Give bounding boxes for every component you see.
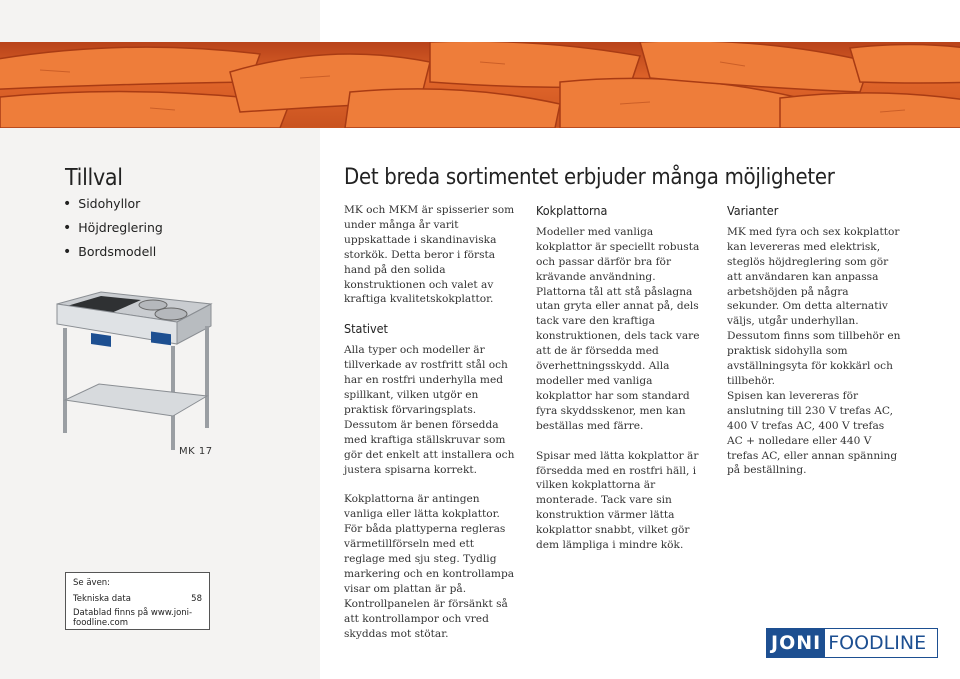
sidohylla-paragraph: Dessutom finns som tillbehör en praktisk sidohylla som avställningsyta för kokkärl och tillbehör.	[727, 330, 901, 387]
intro-paragraph: MK och MKM är spisserier som under många år varit uppskattade i skandinaviska storkök. Detta beror i första hand på den solida konstruktionen och valet av kraftiga kvalitetskokplattor.	[344, 204, 515, 306]
kokplattor-paragraph: Kokplattorna är antingen vanliga eller lätta kokplattor. För båda plattyperna regleras värmetillförseln med ett reglage med sju steg. Tydlig markering och en kontrollampa visar om plattan är på. Kontrollpanelen är försänkt så att kontrollampor och vred skyddas mot stötar.	[344, 493, 515, 640]
stativet-paragraph: Alla typer och modeller är tillverkade av rostfritt stål och har en rostfri underhylla med spillkant, vilken utgör en praktisk förvaringsplats. Dessutom är benen försedda med kraftiga ställskruvar som gör det enkelt att installera och justera spisarna korrekt.	[344, 344, 515, 476]
option-item: • Sidohyllor	[63, 194, 163, 218]
anslutning-paragraph: Spisen kan levereras för anslutning till 230 V trefas AC, 400 V trefas AC, 400 V trefas AC + nolledare eller 440 V trefas AC, eller annan spänning på beställning.	[727, 389, 898, 477]
see-also-label: Tekniska data	[73, 594, 131, 604]
option-item: • Höjdreglering	[63, 218, 163, 242]
joni-foodline-logo	[766, 628, 938, 658]
see-also-row[interactable]	[73, 608, 202, 628]
option-item: • Bordsmodell	[63, 242, 163, 266]
logo-foodline: FOODLINE	[828, 632, 927, 654]
varianter-paragraph: MK med fyra och sex kokplattor kan levereras med elektrisk, steglös höjdreglering som gör att användaren kan anpassa arbetshöjden på några sekunder. Om detta alternativ väljs, utgår underhyllan.	[727, 225, 900, 328]
latta-kokplattor-paragraph: Spisar med lätta kokplattor är försedda med en rostfri häll, i vilken kokplattorna är monterade. Tack vare sin konstruktion värmer lätta kokplattor snabbt, vilket gör dem lämpliga i mindre kök.	[536, 449, 699, 552]
see-also-box	[65, 572, 210, 630]
carrot-photo-banner	[0, 42, 960, 128]
text-column-2	[536, 204, 708, 553]
model-label: MK 17	[179, 446, 213, 457]
text-column-3	[727, 204, 902, 478]
option-list	[63, 194, 163, 266]
subheading-varianter: Varianter	[727, 203, 779, 218]
see-also-page: 58	[191, 594, 202, 604]
logo-joni: JONI	[767, 629, 825, 657]
tillval-title: Tillval	[65, 165, 123, 191]
see-also-heading: Se även:	[73, 578, 111, 588]
kokplattorna-paragraph: Modeller med vanliga kokplattor är speciellt robusta och passar därför bra för krävande användning. Plattorna tål att stå påslagna utan gryta eller annat på, dels tack vare den kraftiga konstruktionen, dels tack vare att de är försedda med överhettningsskydd. Alla modeller med vanliga kokplattor har som standard fyra skyddsskenor, men kan beställas med färre.	[536, 225, 700, 432]
see-also-row	[73, 594, 202, 604]
stove-image	[55, 288, 215, 453]
subheading-kokplattorna: Kokplattorna	[536, 203, 608, 218]
text-column-1	[344, 203, 516, 641]
page-title: Det breda sortimentet erbjuder många möjligheter	[344, 165, 835, 190]
carrot-image	[0, 42, 960, 128]
see-also-link[interactable]: Datablad finns på www.joni-foodline.com	[73, 608, 193, 628]
subheading-stativet: Stativet	[344, 321, 388, 337]
